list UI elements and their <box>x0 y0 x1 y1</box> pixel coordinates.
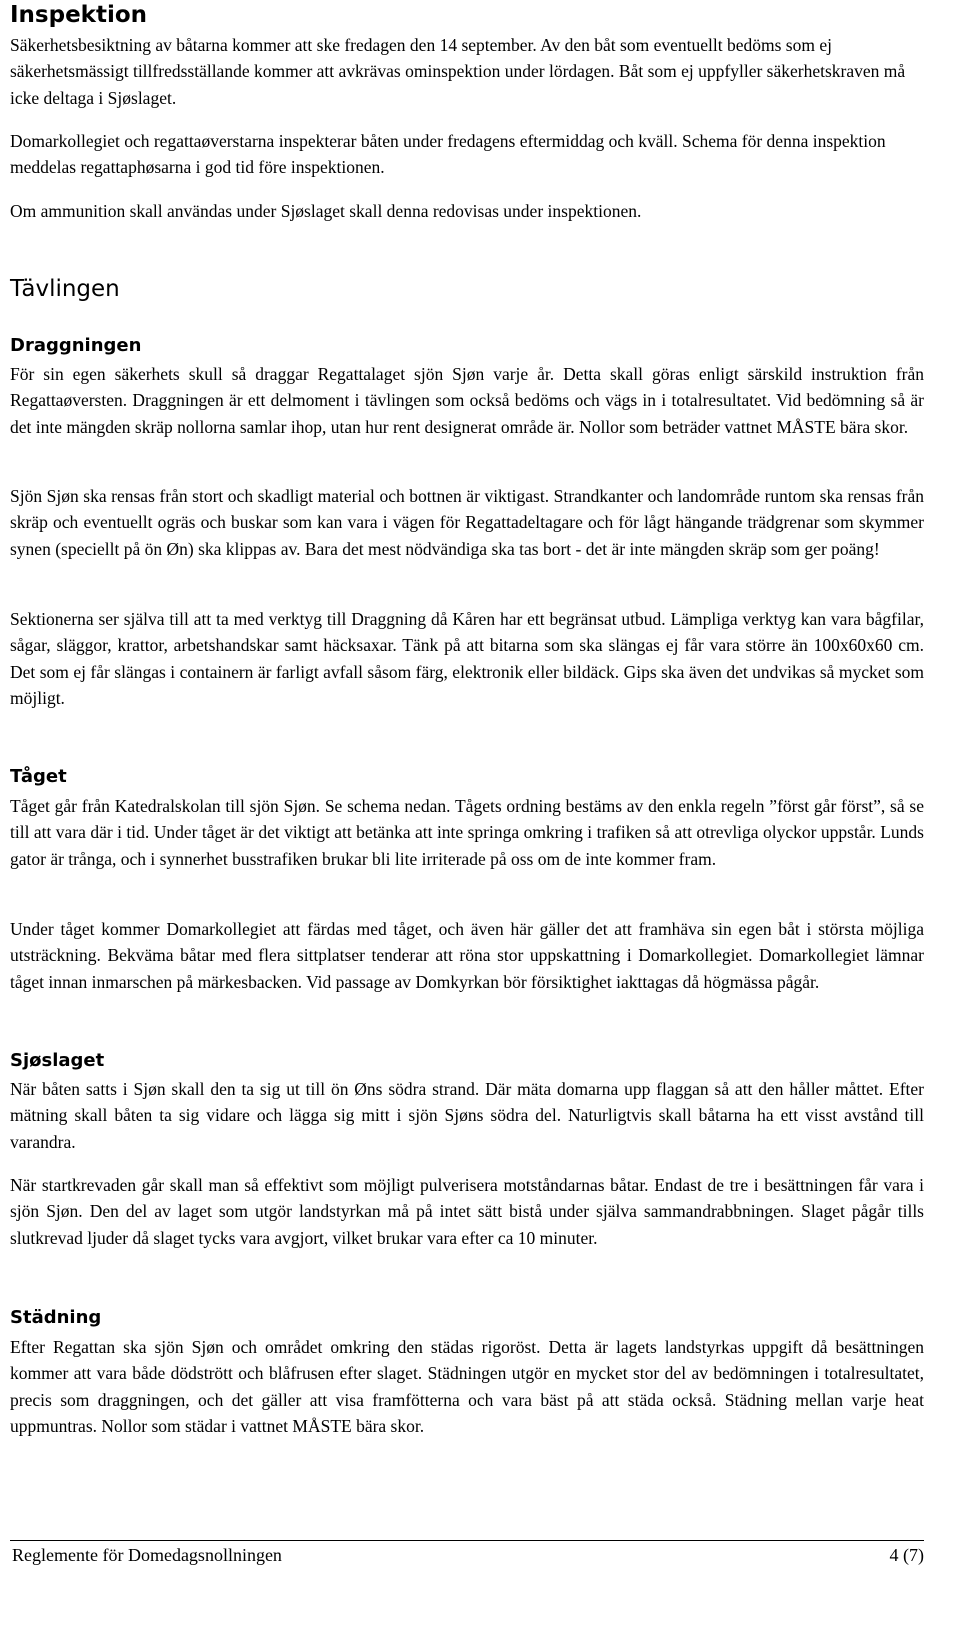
heading-stadning: Städning <box>10 1307 102 1328</box>
heading-taget: Tåget <box>10 766 67 787</box>
paragraph-sjoslaget-1: När båten satts i Sjøn skall den ta sig ut till ön Øns södra strand. Där mäta domarna upp flaggan så att den håller måttet. Efter mätning skall båten ta sig vidare och lägga sig mitt i sjön Sjøns södra del. Naturligtvis skall båtarna ha ett visst avstånd till varandra. <box>10 1079 924 1152</box>
paragraph-draggningen-1: För sin egen säkerhets skull så draggar Regattalaget sjön Sjøn varje år. Detta skall göras enligt särskild instruktion från Regattaøversten. Draggningen är ett delmoment i tävlingen som också bedöms och vägs in i totalresultatet. Vid bedömning så är det inte mängden skräp nollorna samlar ihop, utan hur rent designerat område är. Nollor som beträder vattnet MÅSTE bära skor. <box>10 364 924 437</box>
paragraph-draggningen-3: Sektionerna ser själva till att ta med verktyg till Draggning då Kåren har ett begränsat utbud. Lämpliga verktyg kan vara bågfilar, sågar, släggor, krattor, arbetshandskar samt häcksaxar. Tänk på att bitarna som ska slängas ej får vara större än 100x60x60 cm. Det som ej får slängas i containern är farligt avfall såsom färg, elektronik eller bildäck. Gips ska även det undvikas så mycket som möjligt. <box>10 609 924 708</box>
paragraph-taget-1: Tåget går från Katedralskolan till sjön Sjøn. Se schema nedan. Tågets ordning bestäms av den enkla regeln ”först går först”, så se till att vara där i tid. Under tåget är det viktigt att betänka att inte springa omkring i trafiken så att otrevliga olyckor uppstår. Lunds gator är trånga, och i synnerhet busstrafiken brukar bli lite irriterade på oss om de inte kommer fram. <box>10 796 924 869</box>
paragraph-inspektion-3: Om ammunition skall användas under Sjøslaget skall denna redovisas under inspektionen. <box>10 201 642 221</box>
footer-divider <box>10 1540 924 1541</box>
paragraph-sjoslaget-2: När startkrevaden går skall man så effektivt som möjligt pulverisera motståndarnas båtar. Endast de tre i besättningen får vara i sjön Sjøn. Den del av laget som utgör landstyrkan må på intet sätt bistå under själva sammandrabbningen. Slaget pågår tills slutkrevad ljuder då slaget tycks vara avgjort, vilket brukar vara efter ca 10 minuter. <box>10 1175 924 1248</box>
heading-draggningen: Draggningen <box>10 335 142 356</box>
heading-tavlingen: Tävlingen <box>10 276 120 302</box>
paragraph-inspektion-2: Domarkollegiet och regattaøverstarna inspekterar båten under fredagens eftermiddag och kväll. Schema för denna inspektion meddelas regattaphøsarna i god tid före inspektionen. <box>10 131 886 178</box>
heading-sjoslaget: Sjøslaget <box>10 1050 105 1071</box>
paragraph-taget-2: Under tåget kommer Domarkollegiet att färdas med tåget, och även här gäller det att framhäva sin egen båt i största möjliga utsträckning. Bekväma båtar med flera sittplatser tenderar att röna stor uppskattning i Domarkollegiet. Domarkollegiet lämnar tåget innan inmarschen på märkesbacken. Vid passage av Domkyrkan bör försiktighet iakttagas då högmässa pågår. <box>10 919 924 992</box>
footer-document-title: Reglemente för Domedagsnollningen <box>12 1545 282 1565</box>
paragraph-draggningen-2: Sjön Sjøn ska rensas från stort och skadligt material och bottnen är viktigast. Strandkanter och landområde runtom ska rensas från skräp och eventuellt ogräs och buskar som kan vara i vägen för Regattadeltagare och för lågt hängande trädgrenar som skymmer synen (speciellt på ön Øn) ska klippas av. Bara det mest nödvändiga ska tas bort - det är inte mängden skräp som ger poäng! <box>10 486 924 559</box>
heading-inspektion: Inspektion <box>10 2 148 28</box>
footer-page-number: 4 (7) <box>889 1545 924 1565</box>
paragraph-inspektion-1: Säkerhetsbesiktning av båtarna kommer att ske fredagen den 14 september. Av den båt som eventuellt bedöms som ej säkerhetsmässigt tillfredsställande kommer att avkrävas ominspektion under lördagen. Båt som ej uppfyller säkerhetskraven må icke deltaga i Sjøslaget. <box>10 35 906 108</box>
paragraph-stadning-1: Efter Regattan ska sjön Sjøn och området omkring den städas rigoröst. Detta är lagets landstyrkas uppgift då besättningen kommer att vara både dödstrött och blåfrusen efter slaget. Städningen utgör en mycket stor del av bedömningen i totalresultatet, precis som draggningen, och det gäller att visa framfötterna och vara bäst på att städa också. Städning mellan varje heat uppmuntras. Nollor som städar i vattnet MÅSTE bära skor. <box>10 1337 924 1436</box>
